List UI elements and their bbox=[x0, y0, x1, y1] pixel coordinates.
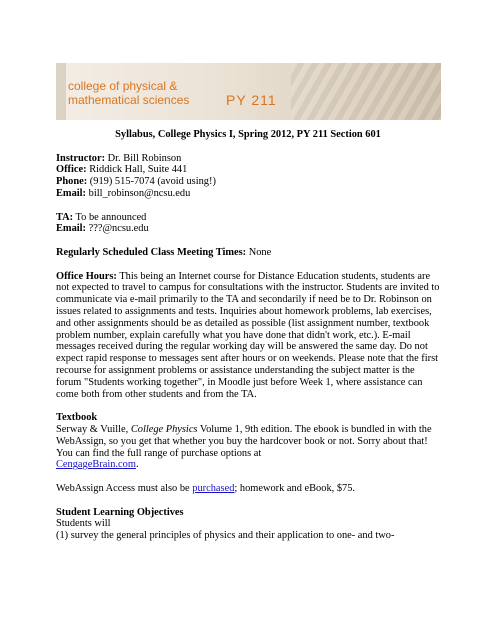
office-value: Riddick Hall, Suite 441 bbox=[89, 164, 188, 176]
objectives-heading: Student Learning Objectives bbox=[56, 506, 184, 518]
objectives-section bbox=[56, 507, 440, 542]
webassign-note bbox=[56, 483, 440, 495]
office-hours-label: Office Hours: bbox=[56, 270, 117, 282]
banner-texture bbox=[291, 63, 441, 120]
ta-block bbox=[56, 212, 440, 236]
instructor-label: Instructor: bbox=[56, 152, 106, 164]
ta-email-label: Email: bbox=[56, 223, 87, 235]
ta-email-value: ???@ncsu.edu bbox=[88, 223, 149, 235]
purchased-link[interactable]: purchased bbox=[192, 482, 235, 494]
ta-label: TA: bbox=[56, 211, 74, 223]
syllabus-body bbox=[56, 129, 440, 554]
banner-stripe bbox=[56, 63, 66, 120]
objectives-intro: Students will bbox=[56, 518, 111, 530]
phone-label: Phone: bbox=[56, 176, 88, 188]
instructor-value: Dr. Bill Robinson bbox=[107, 152, 182, 164]
phone-value: (919) 515-7074 (avoid using!) bbox=[89, 176, 216, 188]
email-label: Email: bbox=[56, 187, 87, 199]
office-hours bbox=[56, 271, 440, 401]
ta-value: To be announced bbox=[75, 211, 147, 223]
textbook-details: Volume 1, 9th edition. The ebook is bundled in with the WebAssign, so you get that whether you buy the hardcover book or not. Sorry about that! You can find the full range of purchase options at bbox=[56, 423, 432, 459]
meeting-value: None bbox=[248, 246, 272, 258]
textbook-section bbox=[56, 412, 440, 471]
header-banner bbox=[56, 63, 441, 120]
webassign-suffix: ; homework and eBook, $75. bbox=[234, 482, 356, 494]
course-code: PY 211 bbox=[226, 92, 277, 108]
webassign-prefix: WebAssign Access must also be bbox=[56, 482, 190, 494]
meeting-label: Regularly Scheduled Class Meeting Times: bbox=[56, 246, 247, 258]
cengagebrain-link[interactable]: CengageBrain.com bbox=[56, 459, 136, 471]
email-value: bill_robinson@ncsu.edu bbox=[88, 187, 191, 199]
meeting-times bbox=[56, 247, 440, 259]
office-label: Office: bbox=[56, 164, 87, 176]
link-suffix: . bbox=[135, 459, 139, 471]
page-title: Syllabus, College Physics I, Spring 2012, PY 211 Section 601 bbox=[115, 129, 381, 140]
textbook-heading: Textbook bbox=[56, 412, 98, 424]
textbook-title: College Physics bbox=[130, 423, 198, 435]
office-hours-text: This being an Internet course for Distance Education students, students are not expected to travel to campus for consultations with the instructor. Students are invited to communicate via e-mail primarily to the TA and secondarily if need be to Dr. Robinson on issues related to assignments and tests. Inquiries about homework problems, lab exercises, and other assignments should be as detailed as possible (list assignment number, textbook problem number, explain carefully what you have done that didn't work, etc.). E-mail messages received during the regular working day will be answered the same day. Do not expect rapid response to messages sent after hours or on weekends. Please note that the first recourse for assignment problems or assistance understanding the subject matter is the forum "Students working together", in Moodle just before Week 1, where assistance can come both from other students and from the TA. bbox=[56, 270, 440, 400]
objective-item-1: (1) survey the general principles of physics and their application to one- and two- bbox=[56, 530, 395, 542]
college-line-1: college of physical & bbox=[68, 79, 178, 93]
college-logo-text bbox=[68, 79, 189, 107]
college-line-2: mathematical sciences bbox=[68, 93, 190, 107]
textbook-authors: Serway & Vuille, bbox=[56, 423, 129, 435]
instructor-block bbox=[56, 153, 440, 200]
